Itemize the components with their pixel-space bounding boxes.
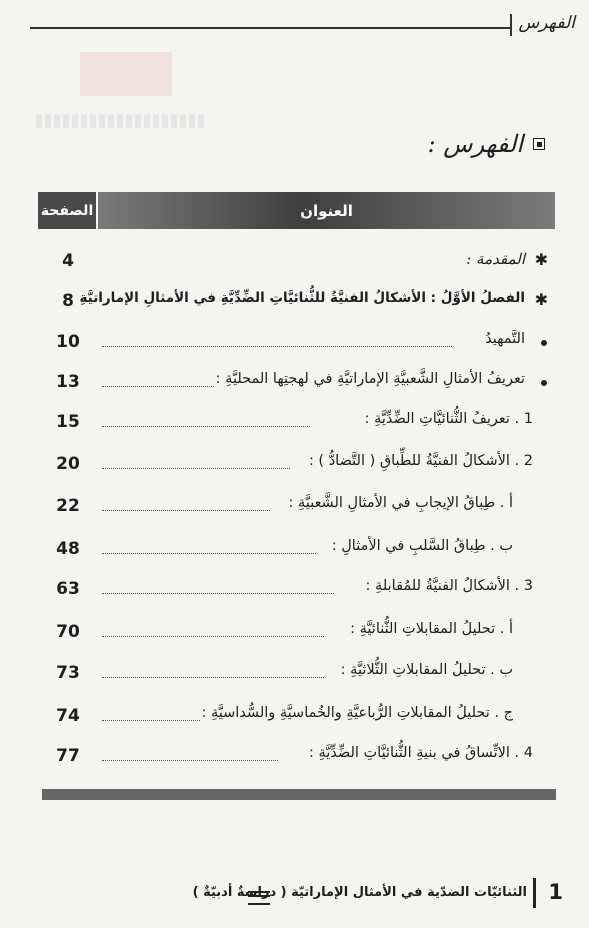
page-number: 20 [56, 454, 80, 474]
footer-book-title: الثنائيّات الضدّية في الأمثال الإماراتيّة ( دراسةٌ أدبيّةٌ ) [192, 885, 527, 900]
leader-dots [102, 553, 316, 554]
footer-ornament-lines [248, 891, 270, 905]
entry-text: ب . تحليلُ المقابلاتِ الثُّلاثيَّةِ : [340, 662, 513, 678]
page-number: 8 [62, 291, 74, 311]
running-header-title: الفهرس [518, 13, 575, 33]
toc-row [38, 492, 555, 522]
footer-page-number: 1 [548, 880, 563, 904]
entry-text: ج . تحليلُ المقابلاتِ الرُّباعيَّةِ والخُماسيَّةِ والسُّداسيَّةِ : [201, 705, 513, 721]
toc-row [38, 659, 555, 689]
page-number: 74 [56, 706, 80, 726]
table-bottom-bar [42, 789, 556, 800]
toc-row [38, 742, 555, 772]
toc-row [38, 408, 555, 438]
toc-heading-text: الفهرس : [427, 130, 523, 158]
page-number: 70 [56, 622, 80, 642]
toc-row [38, 287, 555, 317]
leader-dots [102, 636, 324, 637]
leader-dots [102, 720, 200, 721]
toc-row [38, 702, 555, 732]
leader-dots [102, 593, 334, 594]
page-number: 22 [56, 496, 80, 516]
page-number: 13 [56, 372, 80, 392]
entry-text: 2 . الأشكالُ الفنيَّةُ للطِّباقِ ( التَّضادُّ ) : [308, 453, 533, 469]
column-header-page: الصفحة [38, 192, 96, 229]
faded-bleed-through [36, 114, 206, 128]
page-number: 48 [56, 539, 80, 559]
entry-text: أ . طِباقُ الإيجابِ في الأمثالِ الشَّعبيَّةِ : [288, 495, 513, 511]
toc-row [38, 328, 555, 358]
header-rule-tick [510, 14, 512, 36]
page-number: 77 [56, 746, 80, 766]
bullet-icon [541, 340, 547, 346]
entry-text: المقدمة : [466, 250, 525, 268]
page-number: 10 [56, 332, 80, 352]
entry-text: 1 . تعريفُ الثُّنائيَّاتِ الضِّدِّيَّةِ : [364, 411, 533, 427]
asterisk-icon: ✱ [534, 250, 548, 269]
page-number: 73 [56, 663, 80, 683]
toc-row [38, 535, 555, 565]
toc-row [38, 575, 555, 605]
entry-text: التَّمهيدُ [485, 331, 525, 347]
toc-row [38, 247, 555, 277]
page-number: 63 [56, 579, 80, 599]
asterisk-icon: ✱ [534, 290, 548, 309]
toc-row [38, 368, 555, 398]
leader-dots [102, 677, 324, 678]
leader-dots [102, 760, 278, 761]
leader-dots [102, 346, 452, 347]
square-bullet-icon [533, 138, 545, 150]
leader-dots [102, 386, 214, 387]
toc-row [38, 618, 555, 648]
page-number: 15 [56, 412, 80, 432]
entry-text: تعريفُ الأمثالِ الشَّعبيَّةِ الإماراتيَّةِ في لهجتِها المحليَّةِ : [215, 371, 525, 387]
faded-stamp-image [80, 52, 172, 96]
column-header-title: العنوان [98, 192, 555, 229]
page-number: 4 [62, 251, 74, 271]
toc-row [38, 450, 555, 480]
entry-text: ب . طِباقُ السَّلبِ في الأمثالِ : [331, 538, 513, 554]
header-rule [30, 27, 512, 29]
bullet-icon [541, 380, 547, 386]
leader-dots [102, 468, 290, 469]
entry-text: أ . تحليلُ المقابلاتِ الثُّنائيَّةِ : [350, 621, 513, 637]
table-header [38, 192, 555, 229]
entry-text: 3 . الأشكالُ الفنيَّةُ للمُقابلةِ : [365, 578, 533, 594]
leader-dots [102, 510, 270, 511]
entry-text: 4 . الاتِّساقُ في بنيةِ الثُّنائيَّاتِ الضِّدِّيَّةِ : [308, 745, 533, 761]
entry-text: الفصلُ الأوَّلُ : الأشكالُ الفنيَّةُ للثُّنائيَّاتِ الضِّدِّيَّةِ في الأمثالِ الإماراتيَّةِ [79, 290, 525, 306]
leader-dots [102, 426, 310, 427]
footer-separator [533, 878, 536, 908]
toc-heading [428, 130, 545, 158]
